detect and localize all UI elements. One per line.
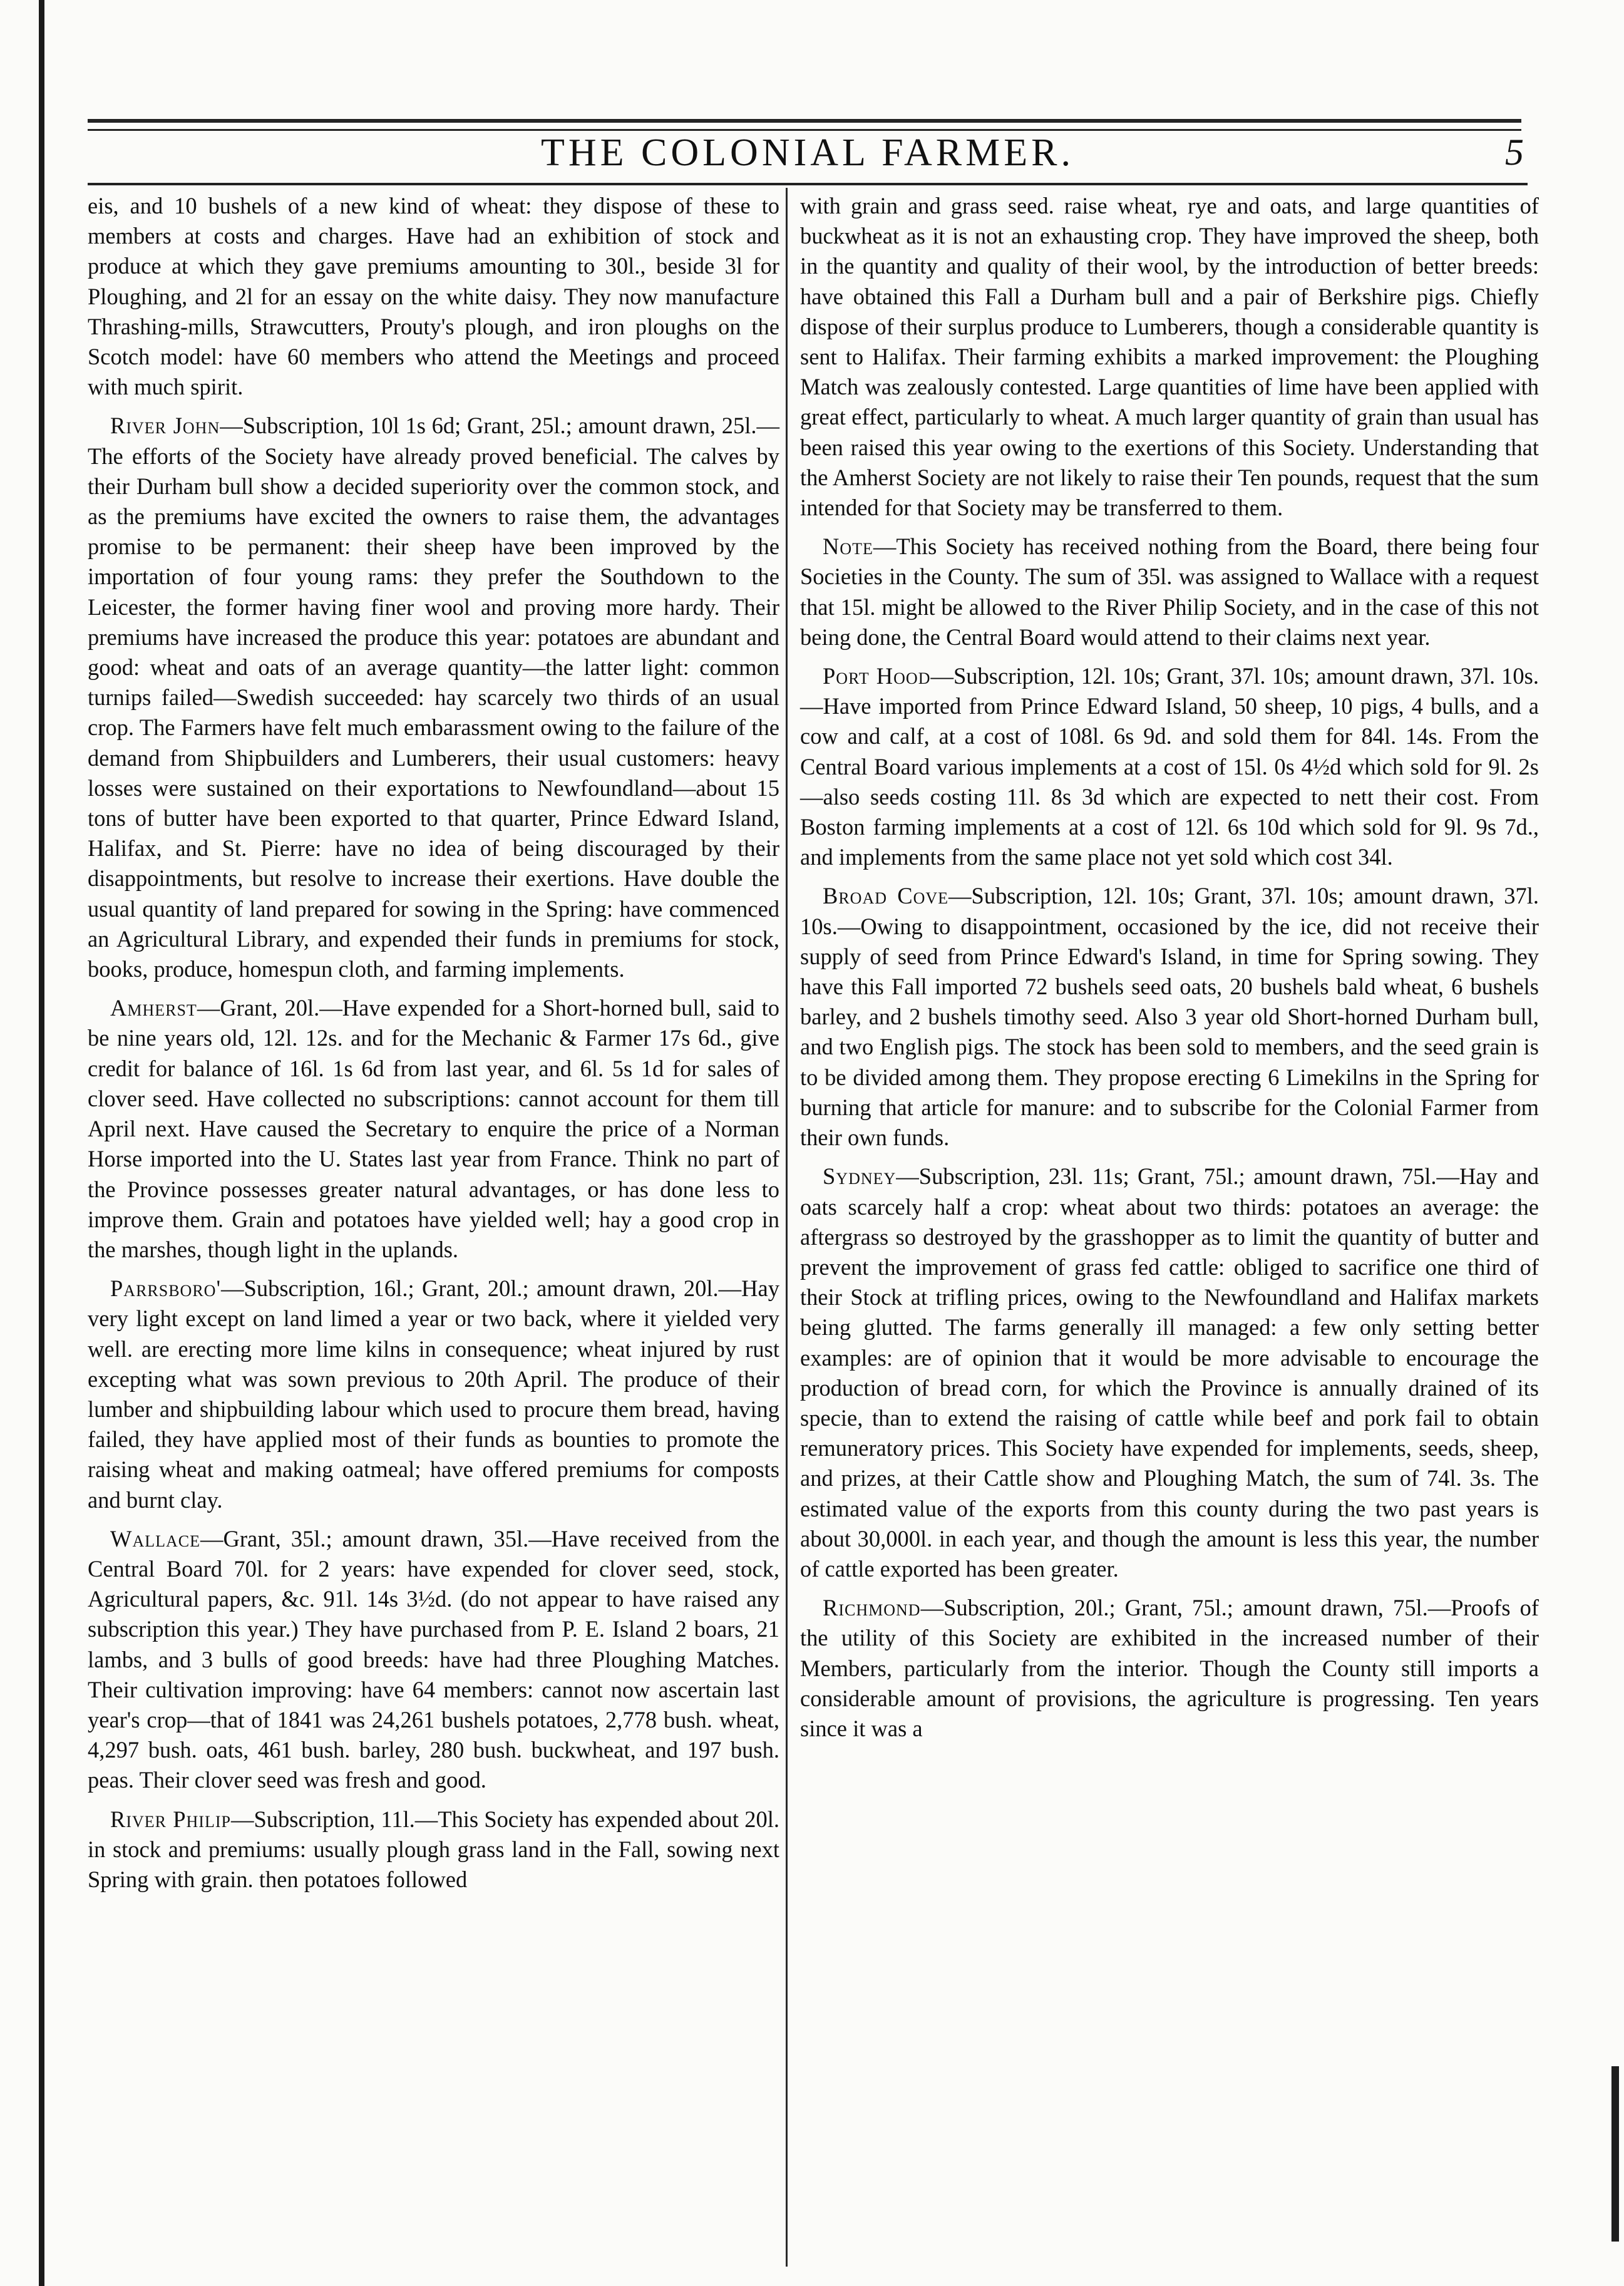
page-number: 5 bbox=[1505, 131, 1524, 173]
society-name: Wallace bbox=[110, 1525, 200, 1552]
paragraph: Wallace—Grant, 35l.; amount drawn, 35l.—Have received from the Central Board 70l. for 2 years: have expended for clover seed, stock, Agricultural papers, &c. 91l. 14s 3½d. (do not appear to have raised any subscription this year.) They have purchased from P. E. Island 2 boars, 21 lambs, and 3 bulls of good breeds: have had three Ploughing Matches. Their cultivation improving: have 64 members: cannot now ascertain last year's crop—that of 1841 was 24,261 bushels potatoes, 2,778 bush. wheat, 4,297 bush. oats, 461 bush. barley, 280 bush. buckwheat, and 197 bush. peas. Their clover seed was fresh and good. bbox=[88, 1525, 779, 1793]
paragraph: Amherst—Grant, 20l.—Have expended for a Short-horned bull, said to be nine years old, 12l. 12s. and for the Mechanic & Farmer 17s 6d., give credit for balance of 16l. 1s 6d from last year, and 6l. 5s 1d for sales of clover seed. Have collected no subscriptions: cannot account for them till April next. Have caused the Secretary to enquire the price of a Norman Horse imported into the U. States last year from France. Think no part of the Province possesses greater natural advantages, or has done less to improve them. Grain and potatoes have yielded well; hay a good crop in the marshes, though light in the uplands. bbox=[88, 995, 779, 1262]
society-name: River John bbox=[110, 413, 220, 439]
masthead bbox=[88, 128, 1528, 182]
right-column bbox=[800, 191, 1539, 1753]
left-column bbox=[88, 191, 779, 1903]
paragraph: Richmond—Subscription, 20l.; Grant, 75l.; amount drawn, 75l.—Proofs of the utility of this Society are exhibited in the increased number of their Members, particularly from the interior. Though the County still imports a considerable amount of provisions, the agriculture is progressing. Ten years since it was a bbox=[800, 1595, 1539, 1741]
paragraph: River John—Subscription, 10l 1s 6d; Grant, 25l.; amount drawn, 25l.—The efforts of the Society have already proved beneficial. The calves by their Durham bull show a decided superiority over the common stock, and as the premiums have excited the owners to raise them, the advantages promise to be permanent: their sheep have been improved by the importation of four young rams: they prefer the Southdown to the Leicester, the former having finer wool and proving more hardy. Their premiums have increased the produce this year: potatoes are abundant and good: wheat and oats of an average quantity—the latter light: common turnips failed—Swedish succeeded: hay scarcely two thirds of an usual crop. The Farmers have felt much embarassment owing to the failure of the demand from Shipbuilders and Lumberers, their usual customers: heavy losses were sustained on their exportations to Newfoundland—about 15 tons of butter have been exported to that quarter, Prince Edward Island, Halifax, and St. Pierre: have no idea of being discouraged by their disappointments, but resolve to increase their exertions. Have double the usual quantity of land prepared for sowing in the Spring: have commenced an Agricultural Library, and expended their funds in premiums for stock, books, produce, homespun cloth, and farming implements. bbox=[88, 413, 779, 982]
society-name: River Philip bbox=[110, 1806, 231, 1832]
society-name: Amherst bbox=[110, 995, 197, 1021]
paragraph: Parrsboro'—Subscription, 16l.; Grant, 20l.; amount drawn, 20l.—Hay very light except on land limed a year or two back, where it yielded very well. are erecting more lime kilns in consequence; wheat injured by rust excepting what was sown previous to 20th April. The produce of their lumber and shipbuilding labour which used to procure them bread, having failed, they have applied most of their funds as bounties to promote the raising wheat and making oatmeal; have offered premiums for composts and burnt clay. bbox=[88, 1275, 779, 1513]
column-divider bbox=[786, 188, 788, 2267]
paragraph: Port Hood—Subscription, 12l. 10s; Grant, 37l. 10s; amount drawn, 37l. 10s.—Have imported from Prince Edward Island, 50 sheep, 10 pigs, 4 bulls, and a cow and calf, at a cost of 108l. 6s 9d. and sold them for 84l. 14s. From the Central Board various implements at a cost of 15l. 0s 4½d which sold for 9l. 2s—also seeds costing 11l. 8s 3d which are expected to nett their cost. From Boston farming implements at a cost of 12l. 6s 10d which sold for 9l. 9s 7d., and implements from the same place not yet sold which cost 34l. bbox=[800, 663, 1539, 870]
paragraph: River Philip—Subscription, 11l.—This Society has expended about 20l. in stock and premiums: usually plough grass land in the Fall, sowing next Spring with grain. then potatoes followed bbox=[88, 1806, 779, 1892]
page-edge-mark bbox=[1611, 2066, 1619, 2242]
society-name: Parrsboro' bbox=[110, 1275, 222, 1302]
page-edge-bar bbox=[39, 0, 44, 2286]
note-label: Note bbox=[823, 533, 873, 560]
top-rule bbox=[88, 119, 1521, 123]
header-rule bbox=[88, 183, 1528, 185]
paragraph: eis, and 10 bushels of a new kind of wheat: they dispose of these to members at costs and charges. Have had an exhibition of stock and produce at which they gave premiums amounting to 30l., beside 3l for Ploughing, and 2l for an essay on the white daisy. They now manufacture Thrashing-mills, Strawcutters, Prouty's plough, and iron ploughs on the Scotch model: have 60 members who attend the Meetings and proceed with much spirit. bbox=[88, 193, 779, 400]
paragraph: Note—This Society has received nothing from the Board, there being four Societies in the County. The sum of 35l. was assigned to Wallace with a request that 15l. might be allowed to the River Philip Society, and in the case of this not being done, the Central Board would attend to their claims next year. bbox=[800, 533, 1539, 650]
paragraph: with grain and grass seed. raise wheat, rye and oats, and large quantities of buckwheat as it is not an exhausting crop. They have improved the sheep, both in the quantity and quality of their wool, by the introduction of better breeds: have obtained this Fall a Durham bull and a pair of Berkshire pigs. Chiefly dispose of their surplus produce to Lumberers, though a considerable quantity is sent to Halifax. Their farming exhibits a marked improvement: the Ploughing Match was zealously contested. Large quantities of lime have been applied with great effect, particularly to wheat. A much larger quantity of grain than usual has been raised this year owing to the exertions of this Society. Understanding that the Amherst Society are not likely to raise their Ten pounds, request that the sum intended for that Society may be transferred to them. bbox=[800, 193, 1539, 521]
society-name: Richmond bbox=[823, 1595, 921, 1621]
society-name: Port Hood bbox=[823, 663, 931, 689]
society-name: Sydney bbox=[823, 1163, 897, 1190]
paragraph: Sydney—Subscription, 23l. 11s; Grant, 75l.; amount drawn, 75l.—Hay and oats scarcely half a crop: wheat about two thirds: potatoes an average: the aftergrass so destroyed by the grasshopper as to limit the quantity of butter and prevent the improvement of grass fed cattle: obliged to sacrifice one third of their Stock at trifling prices, owing to the Newfoundland and Halifax markets being glutted. The farms generally ill managed: a few only setting better examples: are of opinion that it would be more advisable to encourage the production of bread corn, for which the Province is annually drained of its specie, than to extend the raising of cattle while beef and pork fail to obtain remuneratory prices. This Society have expended for implements, seeds, sheep, and prizes, at their Cattle show and Ploughing Match, the sum of 74l. 3s. The estimated value of the exports from this county during the two past years is about 30,000l. in each year, and though the amount is less this year, the number of cattle exported has been greater. bbox=[800, 1163, 1539, 1582]
paragraph: Broad Cove—Subscription, 12l. 10s; Grant, 37l. 10s; amount drawn, 37l. 10s.—Owing to disappointment, occasioned by the ice, did not receive their supply of seed from Prince Edward's Island, in time for Spring sowing. They have this Fall imported 72 bushels seed oats, 20 bushels bald wheat, 6 bushels barley, and 2 bushels timothy seed. Also 3 year old Short-horned Durham bull, and two English pigs. The stock has been sold to members, and the seed grain is to be divided among them. They propose erecting 6 Limekilns in the Spring for burning that article for manure: and to subscribe for the Colonial Farmer from their own funds. bbox=[800, 883, 1539, 1151]
page-title: THE COLONIAL FARMER. bbox=[541, 131, 1074, 174]
society-name: Broad Cove bbox=[823, 883, 949, 909]
